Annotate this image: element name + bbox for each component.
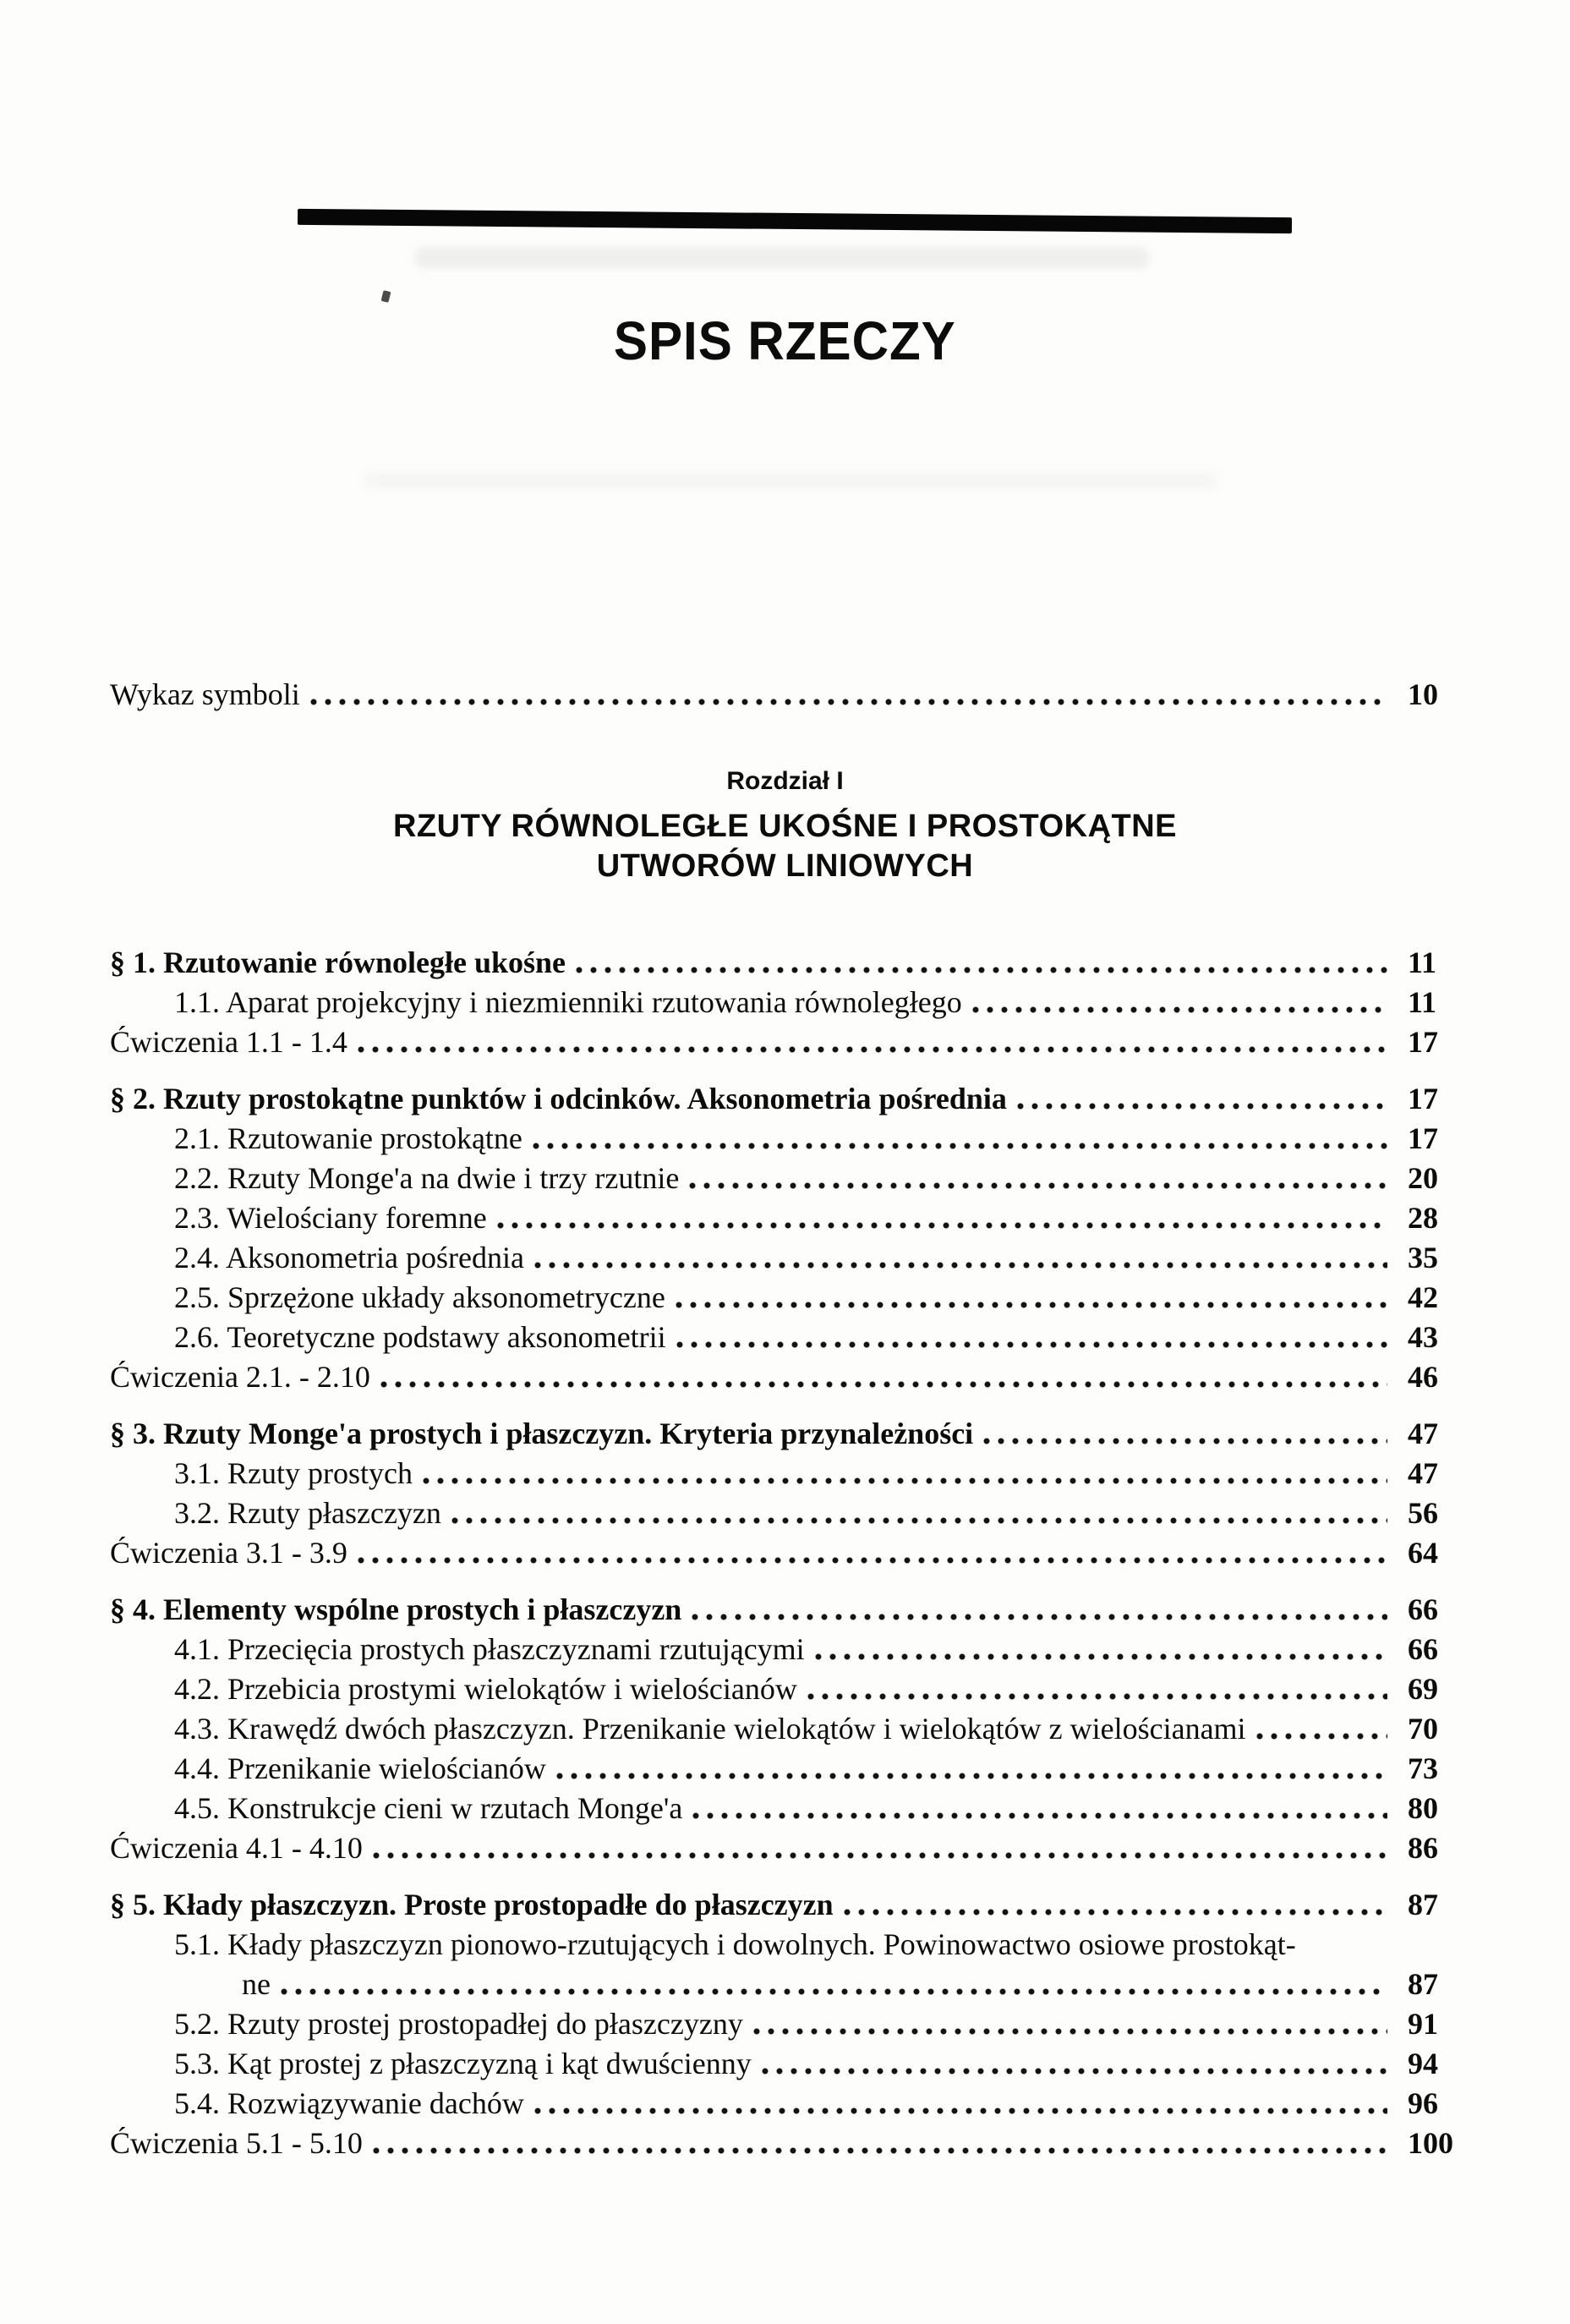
chapter-title-line1: RZUTY RÓWNOLEGŁE UKOŚNE I PROSTOKĄTNE (392, 808, 1178, 844)
toc-entry-page: 10 (1408, 677, 1438, 711)
toc-entry-page: 70 (1408, 1712, 1438, 1746)
toc-entry-text: 5.1. Kłady płaszczyzn pionowo-rzutujących i dowolnych. Powinowactwo osiowe prostokąt- (174, 1927, 1296, 1961)
toc-entry-text: § 3. Rzuty Monge'a prostych i płaszczyzn. Kryteria przynależności (110, 1417, 974, 1450)
toc-entry-page: 20 (1408, 1161, 1438, 1195)
toc-entry (110, 1709, 1488, 1749)
toc-entry-text: 3.2. Rzuty płaszczyzn (174, 1496, 441, 1530)
toc-entry (110, 983, 1488, 1022)
toc-entry-page: 87 (1408, 1888, 1438, 1921)
dot-leader (281, 1986, 1387, 1997)
dot-leader (423, 1475, 1387, 1486)
page-title (0, 311, 1570, 370)
toc-entry-text: 2.1. Rzutowanie prostokątne (174, 1121, 522, 1155)
front-matter (110, 675, 1488, 715)
toc-entry-text: 4.1. Przecięcia prostych płaszczyznami rzutującymi (174, 1632, 805, 1666)
toc-entry (110, 2004, 1488, 2044)
toc-entry (110, 1494, 1488, 1533)
dot-leader (676, 1299, 1387, 1310)
dot-leader (533, 1140, 1387, 1151)
toc-entry-text: 5.3. Kąt prostej z płaszczyzną i kąt dwuścienny (174, 2047, 752, 2080)
dot-leader (451, 1515, 1387, 1526)
toc-entry-page: 64 (1408, 1536, 1438, 1570)
toc-entry-wrapped-line (110, 1925, 1488, 1965)
toc-entry-section (110, 1885, 1488, 1925)
dot-leader (380, 1379, 1387, 1389)
toc-list (110, 943, 1488, 2163)
toc-entry-page: 43 (1408, 1320, 1438, 1354)
dot-leader (807, 1691, 1387, 1702)
top-rule (298, 209, 1292, 233)
toc-entry-text: Ćwiczenia 2.1. - 2.10 (110, 1360, 370, 1394)
toc-entry-page: 28 (1408, 1201, 1438, 1235)
toc-entry (110, 1789, 1488, 1828)
scan-speck (381, 290, 391, 303)
dot-leader (815, 1651, 1387, 1662)
toc-entry-exercises (110, 1357, 1488, 1397)
toc-entry-text: 1.1. Aparat projekcyjny i niezmienniki rzutowania równoległego (174, 985, 962, 1019)
toc-entry-page: 86 (1408, 1831, 1438, 1865)
dot-leader (689, 1180, 1387, 1191)
dot-leader (1256, 1730, 1387, 1741)
dot-leader (497, 1220, 1387, 1231)
chapter-title-line2: UTWORÓW LINIOWYCH (596, 848, 974, 884)
page-title-text: SPIS RZECZY (614, 310, 956, 371)
toc-entry-page: 87 (1408, 1967, 1438, 2001)
toc-entry-page: 35 (1408, 1241, 1438, 1274)
toc-entry-text: 2.6. Teoretyczne podstawy aksonometrii (174, 1320, 666, 1354)
toc-entry-page: 11 (1408, 985, 1437, 1019)
toc-entry-text: Ćwiczenia 4.1 - 4.10 (110, 1831, 363, 1865)
dot-leader (972, 1004, 1387, 1015)
toc-entry (110, 1454, 1488, 1494)
toc-entry-page: 100 (1408, 2126, 1453, 2160)
toc-entry-page: 96 (1408, 2086, 1438, 2120)
toc-entry-text: § 4. Elementy wspólne prostych i płaszczyzn (110, 1592, 682, 1626)
toc-entry-exercises (110, 2124, 1488, 2163)
dot-leader (556, 1770, 1387, 1781)
toc-entry-text: § 2. Rzuty prostokątne punktów i odcinków. Aksonometria pośrednia (110, 1082, 1007, 1115)
dot-leader (373, 1850, 1387, 1861)
toc-entry-page: 17 (1408, 1025, 1438, 1059)
toc-entry-text: § 1. Rzutowanie równoległe ukośne (110, 945, 566, 979)
toc-entry-exercises (110, 1828, 1488, 1868)
toc-entry-text: 4.3. Krawędź dwóch płaszczyzn. Przenikanie wielokątów i wielokątów z wielościanami (174, 1712, 1246, 1746)
toc-entry-page: 91 (1408, 2007, 1438, 2041)
toc-entry-text: Ćwiczenia 3.1 - 3.9 (110, 1536, 347, 1570)
toc-entry-text: 5.2. Rzuty prostej prostopadłej do płaszczyzny (174, 2007, 743, 2041)
dot-leader (692, 1810, 1387, 1821)
toc-entry-page: 56 (1408, 1496, 1438, 1530)
dot-leader (534, 2105, 1387, 2116)
toc-entry-page: 47 (1408, 1456, 1438, 1490)
toc-entry-continuation (110, 1965, 1488, 2004)
toc-entry (110, 1669, 1488, 1709)
toc-entry-page: 47 (1408, 1417, 1438, 1450)
dot-leader (676, 1339, 1387, 1350)
dot-leader (762, 2065, 1387, 2076)
toc-entry-page: 17 (1408, 1082, 1438, 1115)
toc-entry (110, 1749, 1488, 1789)
toc-entry-text: Ćwiczenia 5.1 - 5.10 (110, 2126, 363, 2160)
toc-entry-page: 69 (1408, 1672, 1438, 1706)
toc-entry-page: 66 (1408, 1592, 1438, 1626)
toc-entry (110, 1198, 1488, 1238)
toc-entry-text: 4.2. Przebicia prostymi wielokątów i wielościanów (174, 1672, 797, 1706)
toc-entry-text: Wykaz symboli (110, 677, 300, 711)
dot-leader (310, 696, 1387, 707)
toc-entry (110, 1119, 1488, 1159)
toc-entry-page: 66 (1408, 1632, 1438, 1666)
dot-leader (358, 1044, 1387, 1055)
toc-entry-page: 80 (1408, 1791, 1438, 1825)
dot-leader (983, 1435, 1387, 1446)
toc-entry-exercises (110, 1533, 1488, 1573)
chapter-kicker: Rozdział I (726, 767, 844, 795)
toc-entry-section (110, 943, 1488, 983)
toc-entry-text: ne (242, 1967, 271, 2001)
toc-entry-text: 3.1. Rzuty prostych (174, 1456, 413, 1490)
dot-leader (358, 1554, 1387, 1565)
dot-leader (844, 1906, 1387, 1917)
toc-entry-text: 2.5. Sprzężone układy aksonometryczne (174, 1280, 665, 1314)
toc-entry-page: 94 (1408, 2047, 1438, 2080)
toc-entry-text: Ćwiczenia 1.1 - 1.4 (110, 1025, 347, 1059)
dot-leader (753, 2025, 1387, 2036)
toc-entry (110, 2084, 1488, 2124)
toc-entry (110, 1318, 1488, 1357)
toc-entry-text: 4.5. Konstrukcje cieni w rzutach Monge'a (174, 1791, 683, 1825)
toc-entry-text: 2.3. Wielościany foremne (174, 1201, 487, 1235)
dot-leader (692, 1611, 1387, 1622)
dot-leader (534, 1259, 1387, 1270)
chapter-heading (0, 766, 1570, 886)
toc-entry (110, 2044, 1488, 2084)
toc-entry-section (110, 1590, 1488, 1630)
toc-entry-text: 5.4. Rozwiązywanie dachów (174, 2086, 524, 2120)
toc-entry (110, 1238, 1488, 1278)
toc-entry-text: 4.4. Przenikanie wielościanów (174, 1751, 546, 1785)
toc-entry-page: 17 (1408, 1121, 1438, 1155)
toc-entry-page: 73 (1408, 1751, 1438, 1785)
toc-entry-exercises (110, 1022, 1488, 1062)
toc-entry-text: 2.2. Rzuty Monge'a na dwie i trzy rzutnie (174, 1161, 680, 1195)
toc-entry-text: 2.4. Aksonometria pośrednia (174, 1241, 524, 1274)
dot-leader (576, 964, 1387, 975)
toc-entry-section (110, 1079, 1488, 1119)
toc-entry-text: § 5. Kłady płaszczyzn. Proste prostopadłe do płaszczyzn (110, 1888, 834, 1921)
toc-entry-page: 42 (1408, 1280, 1438, 1314)
scan-bleed-artifact (414, 247, 1150, 269)
dot-leader (1017, 1100, 1387, 1111)
dot-leader (373, 2145, 1387, 2156)
toc-entry-page: 46 (1408, 1360, 1438, 1394)
toc-entry-section (110, 1414, 1488, 1454)
toc-entry-page: 11 (1408, 945, 1437, 979)
toc-entry (110, 1630, 1488, 1669)
scan-bleed-artifact (364, 472, 1217, 489)
toc-entry (110, 1159, 1488, 1198)
toc-entry (110, 675, 1488, 715)
toc-entry (110, 1278, 1488, 1318)
